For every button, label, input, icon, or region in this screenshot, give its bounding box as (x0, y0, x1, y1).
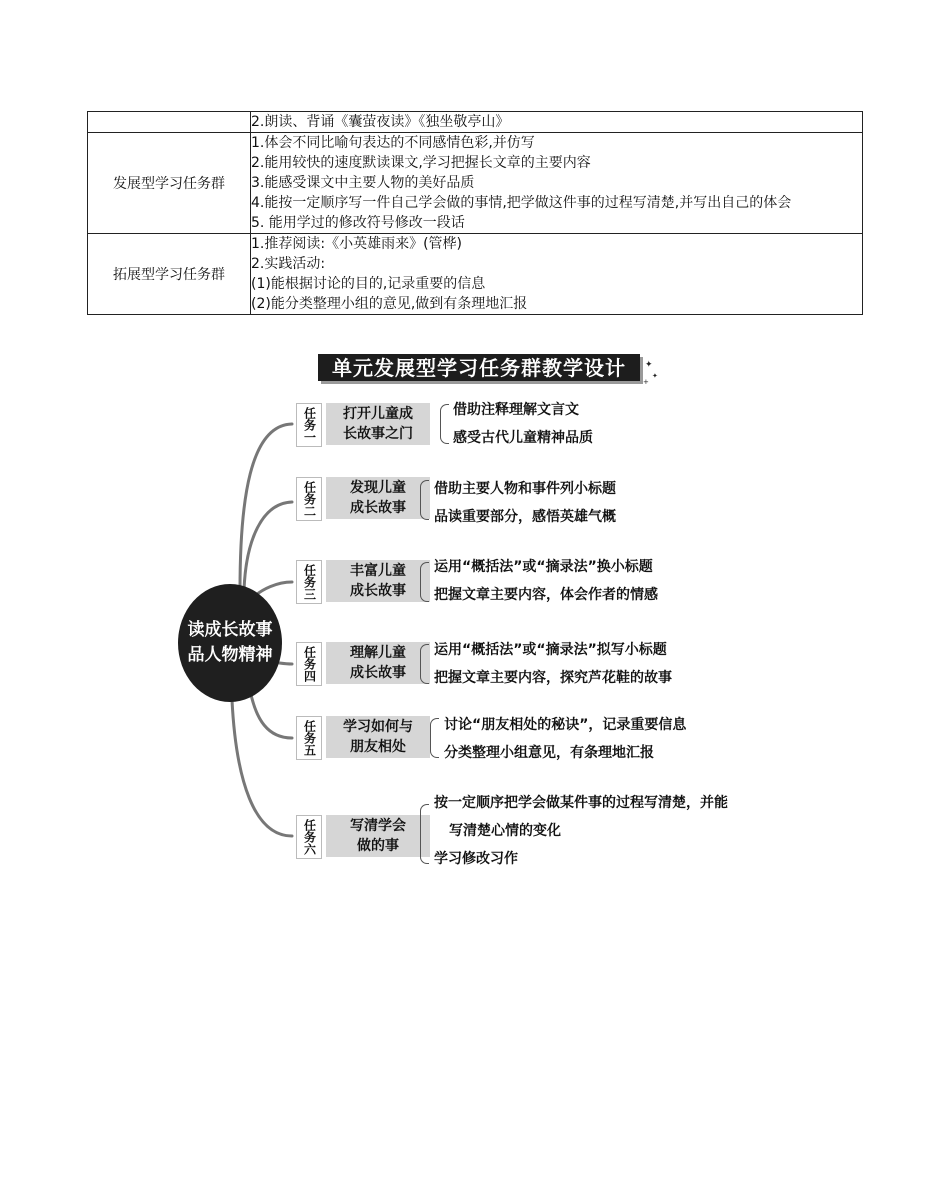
sparkle-icon: + (643, 378, 649, 386)
task-name-line: 成长故事 (350, 583, 406, 599)
row-line: 2.朗读、背诵《囊萤夜读》《独坐敬亭山》 (251, 114, 510, 130)
task-label: 任务二 (296, 477, 322, 521)
brace (430, 718, 439, 758)
task-name-line: 丰富儿童 (350, 563, 406, 579)
row-category: 拓展型学习任务群 (88, 234, 251, 315)
task-detail: 品读重要部分，感悟英雄气概 (434, 509, 616, 525)
task-label: 任务五 (296, 716, 322, 760)
branch-line (250, 690, 292, 738)
task-label: 任务六 (296, 815, 322, 859)
task-detail: 把握文章主要内容，探究芦花鞋的故事 (434, 670, 672, 686)
task-detail: 学习修改习作 (434, 851, 518, 867)
row-line: (1)能根据讨论的目的,记录重要的信息 (251, 276, 486, 292)
task-name (326, 560, 430, 602)
row-line: 2.实践活动: (251, 256, 326, 272)
task-name (326, 716, 430, 758)
task-name-line: 成长故事 (350, 500, 406, 516)
task-name (326, 815, 430, 857)
row-line: 3.能感受课文中主要人物的美好品质 (251, 175, 475, 191)
row-line: (2)能分类整理小组的意见,做到有条理地汇报 (251, 296, 528, 312)
task-name-line: 成长故事 (350, 665, 406, 681)
branch-line (244, 502, 292, 590)
brace (420, 562, 429, 602)
task-detail: 借助主要人物和事件列小标题 (434, 481, 616, 497)
task-name (326, 642, 430, 684)
task-name-line: 长故事之门 (343, 426, 413, 442)
row-line: 5. 能用学过的修改符号修改一段话 (251, 215, 465, 231)
task-label: 任务一 (296, 403, 322, 447)
task-detail: 按一定顺序把学会做某件事的过程写清楚，并能 (434, 795, 728, 811)
sparkle-icon: ✦ (645, 360, 653, 370)
task-name-line: 打开儿童成 (343, 406, 413, 422)
brace (420, 644, 429, 684)
mindmap-center-node (178, 584, 282, 702)
center-line: 品人物精神 (187, 645, 273, 665)
row-line: 1.推荐阅读:《小英雄雨来》(管桦) (251, 236, 462, 252)
task-name-line: 发现儿童 (350, 480, 406, 496)
task-name-line: 理解儿童 (350, 645, 406, 661)
task-detail: 分类整理小组意见，有条理地汇报 (444, 745, 654, 761)
center-line: 读成长故事 (187, 620, 273, 640)
row-line: 4.能按一定顺序写一件自己学会做的事情,把学做这件事的过程写清楚,并写出自己的体会 (251, 195, 792, 211)
task-detail: 运用“概括法”或“摘录法”拟写小标题 (434, 642, 667, 658)
row-category: 发展型学习任务群 (88, 133, 251, 234)
task-name (326, 403, 430, 445)
task-name-line: 做的事 (357, 838, 399, 854)
task-name-line: 朋友相处 (350, 739, 406, 755)
task-detail: 运用“概括法”或“摘录法”换小标题 (434, 559, 653, 575)
task-detail: 借助注释理解文言文 (453, 402, 579, 418)
task-label: 任务三 (296, 560, 322, 604)
task-detail: 把握文章主要内容，体会作者的情感 (434, 587, 658, 603)
row-line: 1.体会不同比喻句表达的不同感情色彩,并仿写 (251, 135, 535, 151)
task-name-line: 写清学会 (350, 818, 406, 834)
task-name-line: 学习如何与 (343, 719, 413, 735)
row-line: 2.能用较快的速度默读课文,学习把握长文章的主要内容 (251, 155, 591, 171)
brace (420, 480, 429, 520)
brace (420, 804, 429, 864)
task-detail: 写清楚心情的变化 (449, 823, 561, 839)
task-name (326, 477, 430, 519)
sparkle-icon: ✦ (652, 372, 658, 380)
task-detail: 感受古代儿童精神品质 (453, 430, 593, 446)
task-detail: 讨论“朋友相处的秘诀”，记录重要信息 (444, 717, 687, 733)
brace (440, 404, 449, 444)
mindmap-title: 单元发展型学习任务群教学设计 (318, 354, 640, 381)
branch-line (256, 582, 292, 595)
task-label: 任务四 (296, 642, 322, 686)
